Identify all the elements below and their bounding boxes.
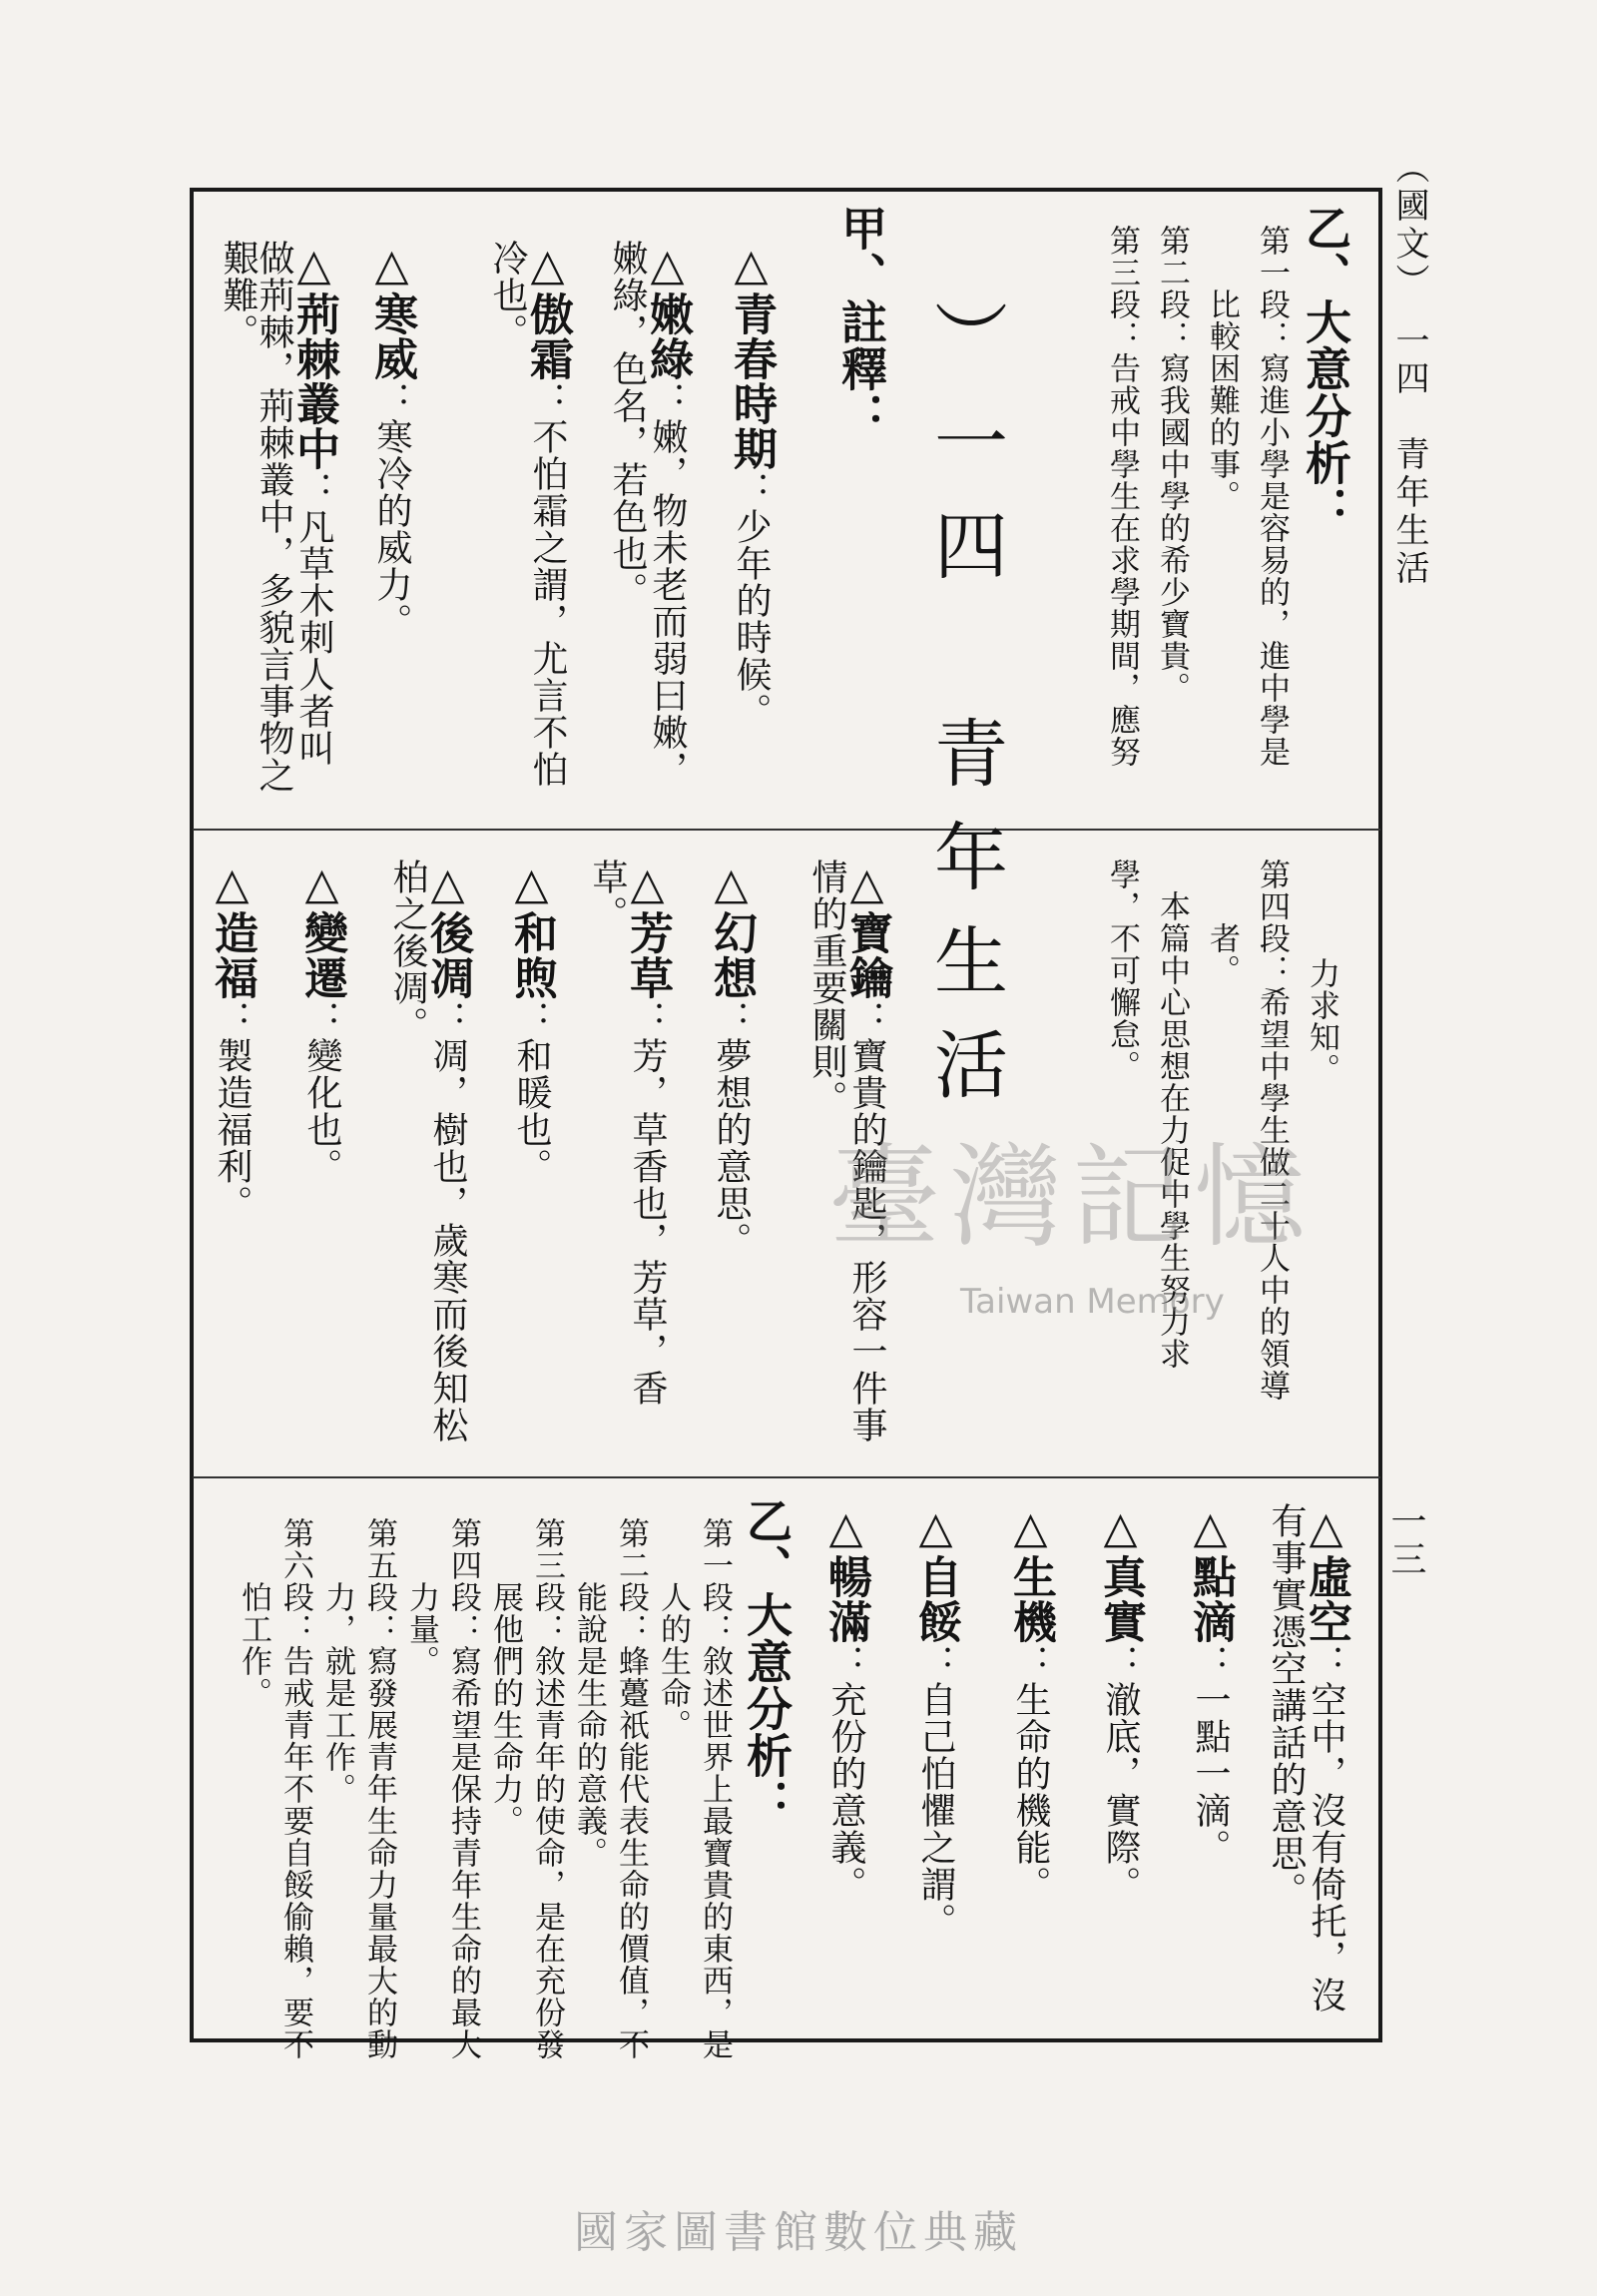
page-header: （國文） 一四 青年生活: [1389, 150, 1429, 588]
paragraph: 第三段：告戒中學生在求學期間，應努: [1104, 225, 1140, 768]
paragraph: 展他們的生命力。: [487, 1517, 523, 1837]
paragraph: 第四段：寫希望是保持青年生命的最大: [445, 1517, 481, 2060]
annotation-item: [487, 240, 573, 799]
paragraph: 第六段：告戒青年不要自餒偷賴，要不: [277, 1517, 313, 2060]
annotation-def: ：寒冷的威力。: [371, 381, 412, 640]
annotation-item: [910, 1502, 961, 1940]
paragraph: 本篇中心思想在力促中學生努力求: [1154, 859, 1190, 1370]
annotation-def: ：一點一滴。: [1190, 1644, 1231, 1866]
watermark-subtitle: Taiwan Memory: [960, 1282, 1225, 1322]
annotation-item: [296, 859, 347, 1185]
annotation-def: ：生命的機能。: [1010, 1644, 1051, 1903]
annotation-term: △嫩綠: [642, 240, 693, 381]
annotation-item: [218, 240, 339, 799]
annotation-def: ：凋，樹也，歲寒而後知松柏之後凋。: [387, 859, 468, 1443]
annotation-def: ：芳，草香也，芳草，香草。: [587, 859, 668, 1407]
annotation-term: △暢滿: [820, 1502, 871, 1644]
section-title: 乙、大意分析：: [1299, 205, 1352, 533]
annotation-term: △寶鑰: [841, 859, 892, 1000]
annotation-def: ：凡草木刺人者叫做荊棘，荊棘叢中，多貌言事物之艱難。: [218, 240, 334, 794]
annotation-item: [1185, 1502, 1236, 1866]
paragraph: 力求知。: [1304, 893, 1339, 1085]
paragraph: 怕工作。: [236, 1517, 271, 1709]
paragraph: 者。: [1204, 859, 1240, 986]
annotation-item: [207, 859, 258, 1222]
annotation-term: △後凋: [422, 859, 473, 1000]
annotation-def: ：充份的意義。: [825, 1644, 866, 1903]
paragraph: 第二段：寫我國中學的希少寶貴。: [1154, 225, 1190, 704]
annotation-def: ：不怕霜之謂，尤言不怕冷也。: [487, 240, 568, 788]
paragraph: 第三段：敘述青年的使命，是在充份發: [529, 1517, 565, 2060]
annotation-title: 甲、註釋：: [834, 205, 888, 439]
section-title: 乙、大意分析：: [740, 1497, 794, 1826]
paragraph: 能說是生命的意義。: [571, 1517, 607, 1869]
annotation-term: △造福: [207, 859, 258, 1000]
annotation-item: [366, 240, 417, 640]
annotation-def: ：和暖也。: [511, 1000, 552, 1185]
annotation-item: [506, 859, 557, 1185]
watermark-logo: 臺灣記憶: [828, 1133, 1316, 1263]
paragraph: 第四段：希望中學生做二十人中的領導: [1254, 859, 1290, 1402]
annotation-item: [387, 859, 473, 1457]
annotation-def: ：自己怕懼之謂。: [915, 1644, 956, 1940]
annotation-item: [607, 240, 693, 799]
annotation-term: △芳草: [622, 859, 673, 1000]
annotation-item: [706, 859, 757, 1259]
paragraph: 人的生命。: [655, 1517, 691, 1741]
footer-credit: 國家圖書館數位典藏: [574, 2207, 1023, 2258]
annotation-term: △生機: [1005, 1502, 1056, 1644]
paragraph: 力，就是工作。: [319, 1517, 355, 1805]
annotation-def: ：嫩，物未老而弱曰嫩，嫩綠，色名，若色也。: [607, 240, 688, 788]
annotation-item: [1266, 1502, 1351, 2021]
annotation-item: [587, 859, 673, 1457]
annotation-def: ：寶貴的鑰匙，形容一件事情的重要關則。: [806, 859, 887, 1443]
annotation-term: △幻想: [706, 859, 757, 1000]
annotation-item: [820, 1502, 871, 1903]
annotation-term: △真實: [1095, 1502, 1146, 1644]
annotation-term: △變遷: [296, 859, 347, 1000]
paragraph: 力量。: [403, 1517, 439, 1677]
annotation-item: [1005, 1502, 1056, 1903]
paragraph: 第二段：蜂躉祇能代表生命的價值，不: [613, 1517, 649, 2060]
annotation-def: ：少年的時候。: [731, 471, 772, 730]
annotation-item: [1095, 1502, 1146, 1903]
annotation-term: △點滴: [1185, 1502, 1236, 1644]
paragraph: 第一段：寫進小學是容易的，進中學是: [1254, 225, 1290, 768]
annotation-term: △傲霜: [522, 240, 573, 381]
page-number: 一三: [1385, 1502, 1426, 1578]
section-divider: [193, 829, 1380, 831]
annotation-term: △青春時期: [726, 240, 777, 471]
paragraph: 第五段：寫發展青年生命力量最大的動: [361, 1517, 397, 2060]
paragraph: 第一段：敘述世界上最寶貴的東西，是: [697, 1517, 733, 2060]
paragraph: 學，不可懈怠。: [1104, 859, 1140, 1082]
annotation-item: [726, 240, 777, 730]
section-divider: [193, 1476, 1380, 1478]
annotation-def: ：澈底，實際。: [1100, 1644, 1141, 1903]
annotation-def: ：變化也。: [301, 1000, 342, 1185]
lesson-title: ︶一四 青年生活: [922, 299, 1008, 1130]
annotation-term: △寒威: [366, 240, 417, 381]
annotation-def: ：夢想的意思。: [711, 1000, 752, 1259]
annotation-term: △和煦: [506, 859, 557, 1000]
paragraph: 比較困難的事。: [1204, 225, 1240, 512]
annotation-def: ：製造福利。: [212, 1000, 253, 1222]
annotation-term: △虛空: [1301, 1502, 1351, 1644]
annotation-term: △自餒: [910, 1502, 961, 1644]
annotation-def: ：空中，沒有倚托，沒有事實憑空講話的意思。: [1266, 1502, 1346, 2013]
annotation-term: △荊棘叢中: [288, 240, 339, 471]
